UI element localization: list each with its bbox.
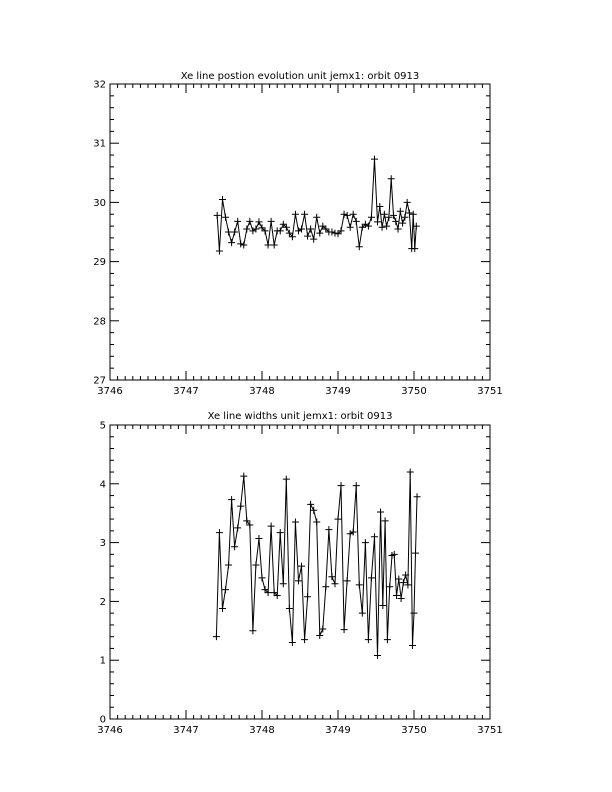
chart-0-ytick-label: 27 bbox=[93, 375, 106, 387]
chart-0-ytick-label: 30 bbox=[93, 197, 106, 209]
chart-1-ytick-label: 4 bbox=[99, 479, 106, 491]
chart-0-title: Xe line postion evolution unit jemx1: orbit 0913 bbox=[180, 71, 420, 82]
chart-1-ytick-label: 5 bbox=[99, 420, 106, 432]
chart-1-ytick-label: 1 bbox=[99, 655, 106, 667]
chart-1-xtick-label: 3751 bbox=[477, 725, 503, 736]
chart-0-ytick-label: 32 bbox=[93, 79, 106, 91]
chart-0-xtick-label: 3751 bbox=[477, 386, 503, 397]
chart-0-xtick-label: 3747 bbox=[173, 386, 199, 397]
chart-0-ytick-label: 29 bbox=[93, 257, 106, 269]
chart-0-xtick-label: 3748 bbox=[249, 386, 275, 397]
chart-1-xtick-label: 3748 bbox=[249, 725, 275, 736]
chart-1-xtick-label: 3747 bbox=[173, 725, 199, 736]
chart-1-ytick-label: 2 bbox=[99, 596, 106, 608]
chart-1-xtick-label: 3750 bbox=[401, 725, 427, 736]
chart-0-ytick-label: 28 bbox=[93, 316, 106, 328]
chart-0-xtick-label: 3750 bbox=[401, 386, 427, 397]
chart-1-ytick-label: 0 bbox=[99, 714, 106, 726]
chart-1-ytick-label: 3 bbox=[99, 538, 106, 550]
chart-1-xtick-label: 3746 bbox=[97, 725, 123, 736]
chart-0-xtick-label: 3749 bbox=[325, 386, 351, 397]
chart-0-ytick-label: 31 bbox=[93, 138, 106, 150]
chart-1-title: Xe line widths unit jemx1: orbit 0913 bbox=[207, 411, 393, 422]
chart-0-xtick-label: 3746 bbox=[97, 386, 123, 397]
chart-1-xtick-label: 3749 bbox=[325, 725, 351, 736]
